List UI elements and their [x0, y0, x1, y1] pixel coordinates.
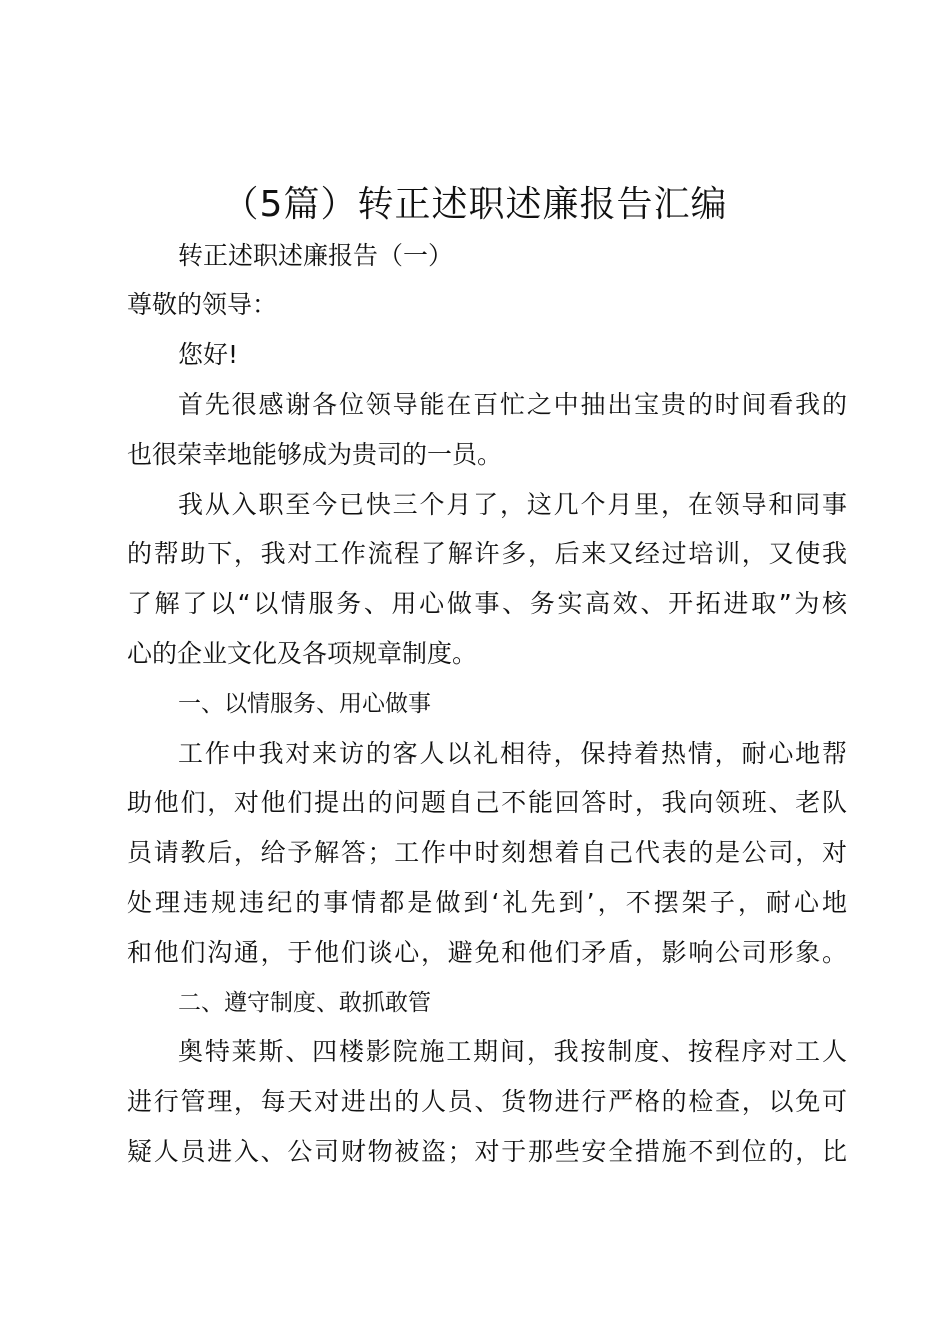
paragraph-line: 进行管理，每天对进出的人员、货物进行严格的检查，以免可: [127, 1087, 847, 1116]
section-heading: 一、以情服务、用心做事: [178, 691, 431, 717]
paragraph-line: 工作中我对来访的客人以礼相待，保持着热情，耐心地帮: [178, 739, 847, 768]
paragraph-line: 奥特莱斯、四楼影院施工期间，我按制度、按程序对工人: [178, 1037, 847, 1066]
paragraph-line: 心的企业文化及各项规章制度。: [127, 639, 478, 668]
paragraph-line: 了解了以“以情服务、用心做事、务实高效、开拓进取”为核: [127, 589, 847, 618]
paragraph-line: 也很荣幸地能够成为贵司的一员。: [127, 440, 503, 469]
paragraph-line: 助他们，对他们提出的问题自己不能回答时，我向领班、老队: [127, 788, 847, 817]
paragraph-line: 和他们沟通，于他们谈心，避免和他们矛盾，影响公司形象。: [127, 938, 847, 967]
paragraph-line: 处理违规违纪的事情都是做到‘礼先到’，不摆架子，耐心地: [127, 888, 847, 917]
section-heading: 二、遵守制度、敢抓敢管: [178, 990, 431, 1016]
salutation: 尊敬的领导：: [127, 290, 278, 319]
paragraph-line: 的帮助下，我对工作流程了解许多，后来又经过培训，又使我: [127, 539, 847, 568]
greeting: 您好!: [178, 340, 239, 369]
paragraph-line: 员请教后，给予解答；工作中时刻想着自己代表的是公司，对: [127, 838, 847, 867]
paragraph-line: 我从入职至今已快三个月了，这几个月里，在领导和同事: [178, 490, 847, 519]
paragraph-line: 首先很感谢各位领导能在百忙之中抽出宝贵的时间看我的: [178, 390, 847, 419]
document-subtitle: 转正述职述廉报告（一）: [178, 241, 454, 270]
document-title: （5篇）转正述职述廉报告汇编: [222, 184, 728, 225]
paragraph-line: 疑人员进入、公司财物被盗；对于那些安全措施不到位的，比: [127, 1137, 847, 1166]
